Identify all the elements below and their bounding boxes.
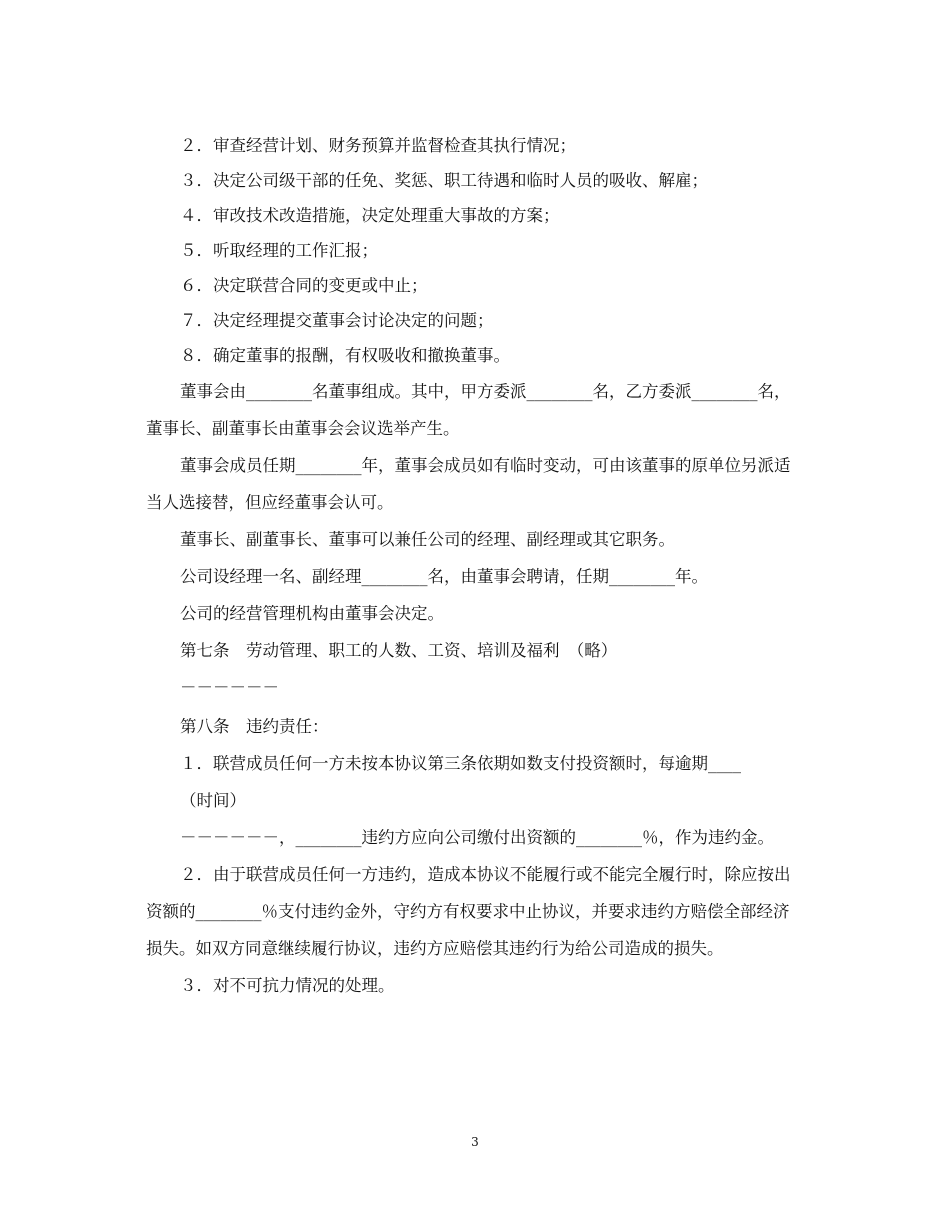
list-item-6: ６．决定联营合同的变更或中止； <box>180 276 428 295</box>
paragraph-management-org: 公司的经营管理机构由董事会决定。 <box>180 604 444 623</box>
article-8-item-1: １．联营成员任何一方未按本协议第三条依期如数支付投资额时，每逾期____ <box>180 754 741 773</box>
article-8-item-2: ２．由于联营成员任何一方违约，造成本协议不能履行或不能完全履行时，除应按出资额的________％支付违约金外，守约方有权要求中止协议，并要求违约方赔偿全部经济损失。如双方同意继续履行协议，违约方应赔偿其违约行为给公司造成的损失。 <box>146 865 791 958</box>
list-item-3: ３．决定公司级干部的任免、奖惩、职工待遇和临时人员的吸收、解雇； <box>180 171 708 190</box>
article-8-time-note: （时间） <box>180 791 246 810</box>
article-8-item-1-cont: －－－－－－，________违约方应向公司缴付出资额的________％，作为违约金。 <box>180 828 774 847</box>
list-item-2: ２．审查经营计划、财务预算并监督检查其执行情况； <box>180 136 576 155</box>
paragraph-board-term: 董事会成员任期________年，董事会成员如有临时变动，可由该董事的原单位另派适当人选接替，但应经董事会认可。 <box>146 456 791 512</box>
paragraph-manager: 公司设经理一名、副经理________名，由董事会聘请，任期________年。 <box>180 567 708 586</box>
list-item-5: ５．听取经理的工作汇报； <box>180 241 378 260</box>
page-number: 3 <box>471 1135 479 1149</box>
paragraph-concurrent-posts: 董事长、副董事长、董事可以兼任公司的经理、副经理或其它职务。 <box>180 530 675 549</box>
article-8-item-3: ３．对不可抗力情况的处理。 <box>180 976 395 995</box>
list-item-8: ８．确定董事的报酬，有权吸收和撤换董事。 <box>180 346 510 365</box>
paragraph-board-composition: 董事会由________名董事组成。其中，甲方委派________名，乙方委派________名，董事长、副董事长由董事会会议选举产生。 <box>146 382 791 438</box>
body-paragraphs <box>146 373 796 1004</box>
list-item-7: ７．决定经理提交董事会讨论决定的问题； <box>180 311 494 330</box>
list-items <box>180 128 792 373</box>
article-7-dashes: －－－－－－ <box>180 678 279 697</box>
article-8-heading: 第八条 违约责任： <box>180 717 329 736</box>
list-item-4: ４．审改技术改造措施，决定处理重大事故的方案； <box>180 206 560 225</box>
article-7-heading: 第七条 劳动管理、职工的人数、工资、培训及福利 （略） <box>180 641 618 660</box>
